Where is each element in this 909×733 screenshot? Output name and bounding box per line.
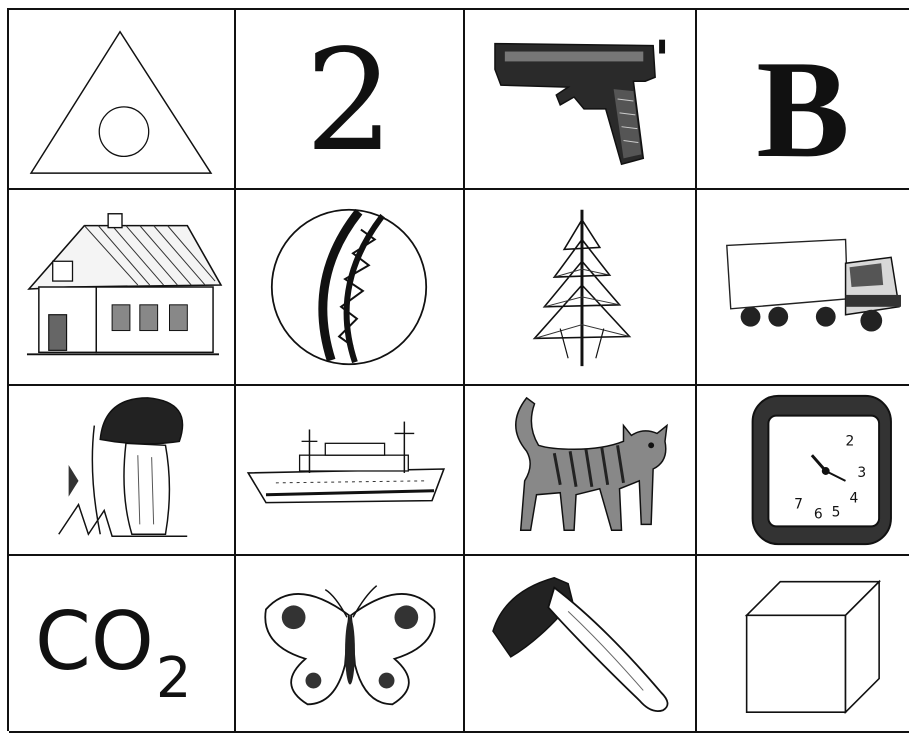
alarm-clock-icon <box>697 386 909 554</box>
clock-number-3: 3 <box>857 464 867 481</box>
picture-grid <box>7 8 909 731</box>
mushroom-icon <box>9 386 234 554</box>
formula-co2 <box>35 595 192 711</box>
cell-cube <box>697 556 909 733</box>
formula-main: CO <box>35 595 154 688</box>
number-two: 2 <box>304 20 395 183</box>
cell-house <box>9 190 236 386</box>
cell-butterfly <box>236 556 465 733</box>
cat-icon <box>465 386 695 554</box>
clock-number-5: 5 <box>831 504 841 521</box>
clock-number-4: 4 <box>849 490 859 507</box>
cell-triangle <box>9 10 236 190</box>
cell-letter <box>697 10 909 190</box>
cell-truck <box>697 190 909 386</box>
cell-number <box>236 10 465 190</box>
cube-icon <box>697 556 909 731</box>
cell-cat <box>465 386 697 556</box>
clock-number-6: 6 <box>813 506 823 523</box>
butterfly-icon <box>236 556 463 731</box>
ball-icon <box>236 190 463 384</box>
cell-ball <box>236 190 465 386</box>
cell-mushroom <box>9 386 236 556</box>
clock-number-2: 2 <box>845 433 855 450</box>
cell-clock <box>697 386 909 556</box>
truck-icon <box>697 190 909 384</box>
cell-formula <box>9 556 236 733</box>
cell-fir-tree <box>465 190 697 386</box>
clock-number-7: 7 <box>794 496 803 513</box>
formula-subscript: 2 <box>155 646 192 711</box>
axe-icon <box>465 556 695 731</box>
pistol-icon <box>465 10 695 188</box>
ship-icon <box>236 386 463 554</box>
fir-tree-icon <box>465 190 695 384</box>
cell-pistol <box>465 10 697 190</box>
cell-axe <box>465 556 697 733</box>
cell-ship <box>236 386 465 556</box>
letter-ve: В <box>756 32 850 187</box>
triangle-circle-icon <box>9 10 234 188</box>
house-icon <box>9 190 234 384</box>
